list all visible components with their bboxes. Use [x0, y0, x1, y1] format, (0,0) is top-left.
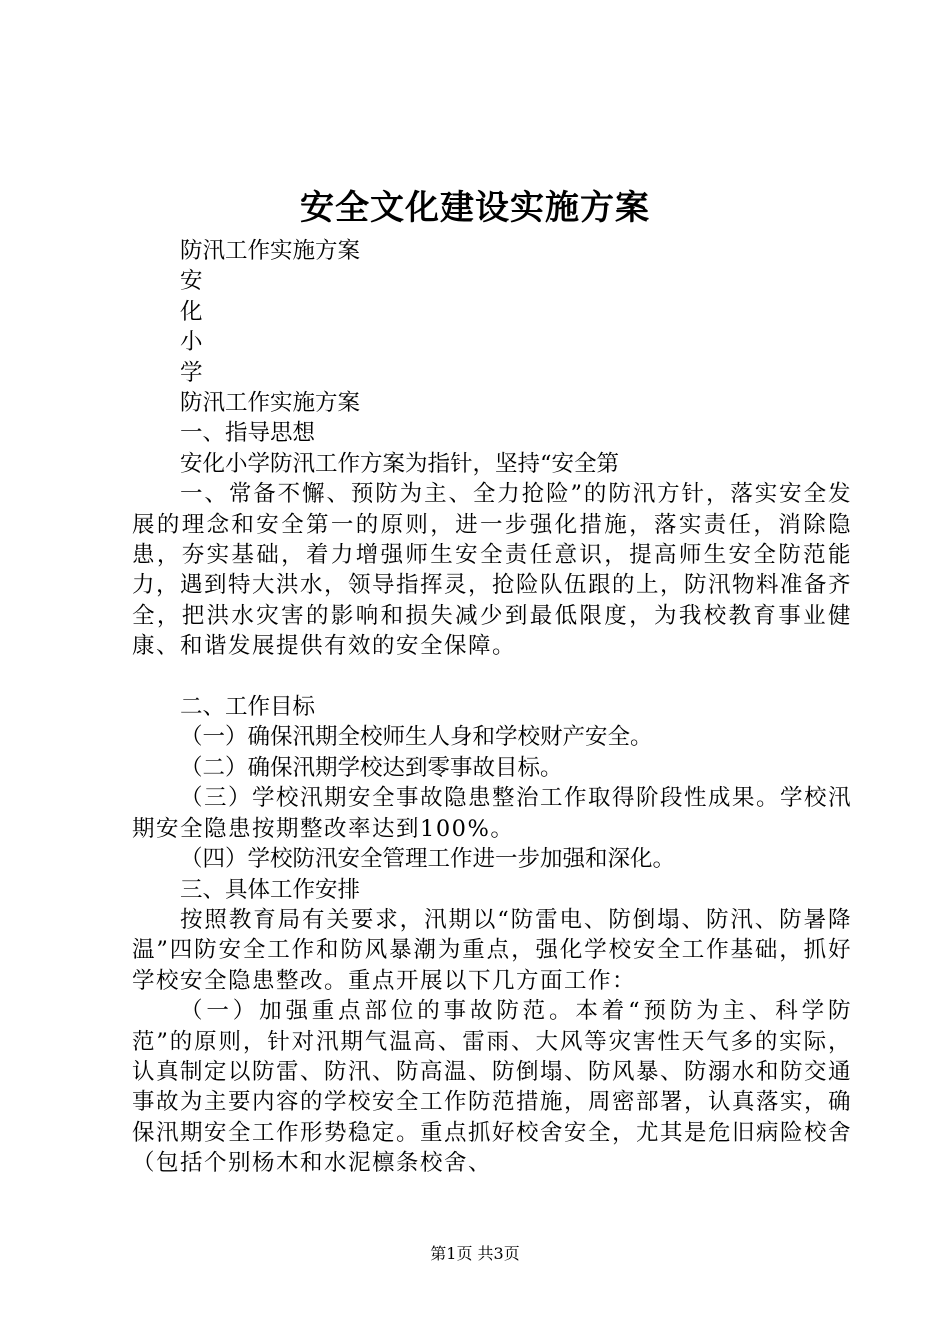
- page-footer: 第1页 共3页: [430, 1244, 520, 1263]
- line-char: 化: [180, 298, 203, 325]
- goal-item-3: （三）学校汛期安全事故隐患整治工作取得阶段性成果。学校汛期安全隐患按期整改率达到100%。: [132, 785, 853, 842]
- section-heading-1: 一、指导思想: [180, 420, 316, 447]
- goal-item-4: （四）学校防汛安全管理工作进一步加强和深化。: [180, 846, 676, 873]
- document-body: [132, 236, 852, 1179]
- document-title: 安全文化建设实施方案: [300, 188, 650, 228]
- arrangement-item-1: （一）加强重点部位的事故防范。本着“预防为主、科学防范”的原则，针对汛期气温高、雷雨、大风等灾害性天气多的实际，认真制定以防雷、防汛、防高温、防倒塌、防风暴、防溺水和防交通事故为主要内容的学校安全工作防范措施，周密部署，认真落实，确保汛期安全工作形势稳定。重点抓好校舍安全，尤其是危旧病险校舍（包括个别杨木和水泥檩条校舍、: [132, 998, 853, 1177]
- section-heading-3: 三、具体工作安排: [180, 876, 361, 903]
- guiding-paragraph: 一、常备不懈、预防为主、全力抢险”的防汛方针，落实安全发展的理念和安全第一的原则，进一步强化措施，落实责任，消除隐患，夯实基础，着力增强师生安全责任意识，提高师生安全防范能力，遇到特大洪水，领导指挥灵，抢险队伍跟的上，防汛物料准备齐全，把洪水灾害的影响和损失减少到最低限度，为我校教育事业健康、和谐发展提供有效的安全保障。: [132, 481, 853, 660]
- line-char: 学: [180, 359, 203, 386]
- guiding-intro-line: 安化小学防汛工作方案为指针，坚持“安全第: [180, 450, 620, 477]
- goal-item-2: （二）确保汛期学校达到零事故目标。: [180, 754, 563, 781]
- line-char: 小: [180, 329, 203, 356]
- goal-item-1: （一）确保汛期全校师生人身和学校财产安全。: [180, 724, 653, 751]
- arrangement-paragraph: 按照教育局有关要求，汛期以“防雷电、防倒塌、防汛、防暑降温”四防安全工作和防风暴潮为重点，强化学校安全工作基础，抓好学校安全隐患整改。重点开展以下几方面工作：: [132, 906, 852, 994]
- section-heading-2: 二、工作目标: [180, 694, 316, 721]
- line-subtitle: 防汛工作实施方案: [180, 238, 361, 264]
- line-char: 安: [180, 268, 203, 295]
- line-subtitle-repeat: 防汛工作实施方案: [180, 390, 361, 417]
- blank-line: [132, 662, 852, 692]
